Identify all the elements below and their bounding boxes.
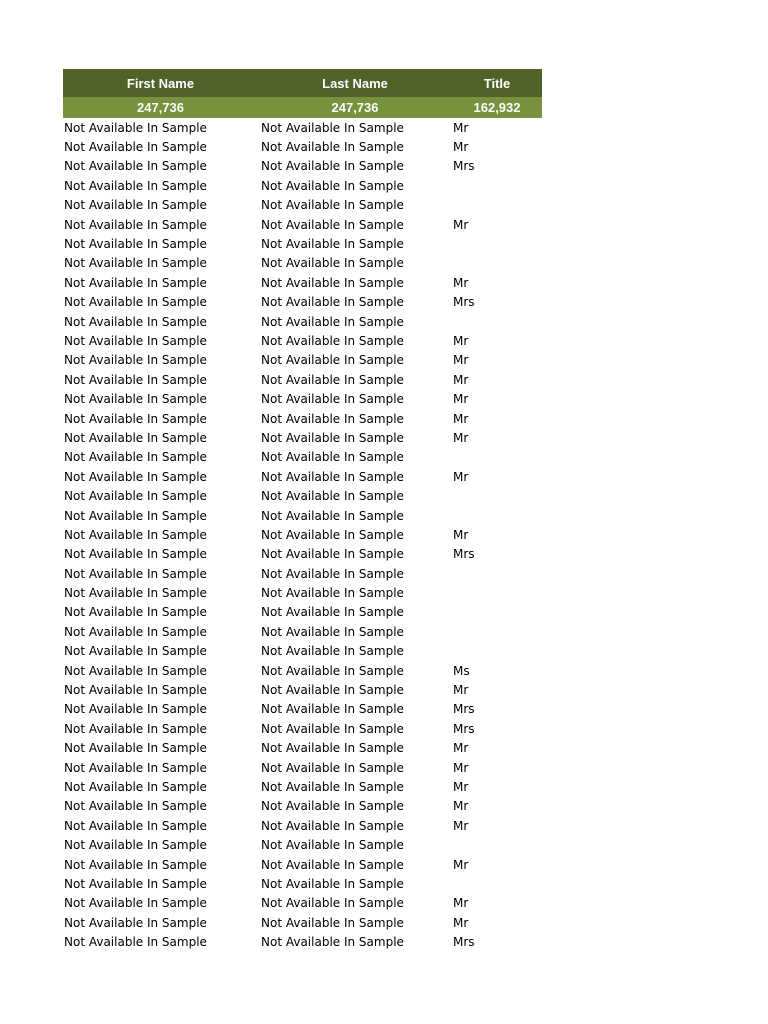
cell-first-name[interactable]: Not Available In Sample xyxy=(64,721,207,736)
cell-first-name[interactable]: Not Available In Sample xyxy=(64,314,207,329)
cell-last-name[interactable]: Not Available In Sample xyxy=(261,430,404,445)
cell-last-name[interactable]: Not Available In Sample xyxy=(261,178,404,193)
cell-first-name[interactable]: Not Available In Sample xyxy=(64,838,207,853)
cell-title[interactable]: Mr xyxy=(453,527,469,542)
cell-last-name[interactable]: Not Available In Sample xyxy=(261,198,404,213)
cell-first-name[interactable]: Not Available In Sample xyxy=(64,469,207,484)
table-row xyxy=(63,545,542,564)
table-row xyxy=(63,196,542,215)
table-row xyxy=(63,254,542,273)
count-last-name: 247,736 xyxy=(258,97,452,118)
cell-title[interactable]: Mr xyxy=(453,411,469,426)
cell-last-name[interactable]: Not Available In Sample xyxy=(261,353,404,368)
table-body xyxy=(63,118,542,952)
cell-title[interactable]: Mr xyxy=(453,140,469,155)
cell-title[interactable]: Mr xyxy=(453,760,469,775)
cell-last-name[interactable]: Not Available In Sample xyxy=(261,741,404,756)
cell-first-name[interactable]: Not Available In Sample xyxy=(64,741,207,756)
table-row xyxy=(63,719,542,738)
cell-last-name[interactable]: Not Available In Sample xyxy=(261,857,404,872)
cell-title[interactable] xyxy=(452,312,542,331)
cell-first-name[interactable]: Not Available In Sample xyxy=(64,120,207,135)
cell-last-name[interactable]: Not Available In Sample xyxy=(261,237,404,252)
data-sheet xyxy=(63,69,542,952)
table-row xyxy=(63,913,542,932)
cell-last-name[interactable]: Not Available In Sample xyxy=(261,605,404,620)
table-row xyxy=(63,680,542,699)
cell-title[interactable]: Mr xyxy=(453,372,469,387)
cell-first-name[interactable]: Not Available In Sample xyxy=(64,547,207,562)
cell-first-name[interactable]: Not Available In Sample xyxy=(64,372,207,387)
cell-last-name[interactable]: Not Available In Sample xyxy=(261,799,404,814)
table-row xyxy=(63,758,542,777)
cell-first-name[interactable]: Not Available In Sample xyxy=(64,333,207,348)
cell-title[interactable]: Mr xyxy=(453,741,469,756)
cell-last-name[interactable]: Not Available In Sample xyxy=(261,333,404,348)
cell-first-name[interactable]: Not Available In Sample xyxy=(64,857,207,872)
table-row xyxy=(63,157,542,176)
cell-first-name[interactable]: Not Available In Sample xyxy=(64,353,207,368)
cell-first-name[interactable]: Not Available In Sample xyxy=(64,586,207,601)
cell-first-name[interactable]: Not Available In Sample xyxy=(64,178,207,193)
cell-first-name[interactable]: Not Available In Sample xyxy=(64,624,207,639)
table-row xyxy=(63,506,542,525)
cell-first-name[interactable]: Not Available In Sample xyxy=(64,702,207,717)
cell-title[interactable]: Mr xyxy=(453,915,469,930)
cell-title[interactable] xyxy=(452,642,542,661)
cell-title[interactable] xyxy=(452,254,542,273)
cell-first-name[interactable]: Not Available In Sample xyxy=(64,760,207,775)
cell-last-name[interactable]: Not Available In Sample xyxy=(261,566,404,581)
cell-title[interactable]: Mr xyxy=(453,818,469,833)
cell-title[interactable]: Mr xyxy=(453,275,469,290)
cell-first-name[interactable]: Not Available In Sample xyxy=(64,140,207,155)
cell-title[interactable] xyxy=(452,583,542,602)
cell-title[interactable]: Mrs xyxy=(453,702,475,717)
table-row xyxy=(63,661,542,680)
table-row xyxy=(63,448,542,467)
cell-last-name[interactable]: Not Available In Sample xyxy=(261,779,404,794)
cell-title[interactable]: Ms xyxy=(453,663,470,678)
cell-last-name[interactable]: Not Available In Sample xyxy=(261,760,404,775)
cell-title[interactable]: Mr xyxy=(453,857,469,872)
cell-title[interactable] xyxy=(452,603,542,622)
cell-title[interactable]: Mr xyxy=(453,469,469,484)
cell-first-name[interactable]: Not Available In Sample xyxy=(64,295,207,310)
table-row xyxy=(63,234,542,253)
cell-last-name[interactable]: Not Available In Sample xyxy=(261,838,404,853)
cell-title[interactable]: Mr xyxy=(453,683,469,698)
cell-first-name[interactable]: Not Available In Sample xyxy=(64,935,207,950)
table-row xyxy=(63,855,542,874)
cell-first-name[interactable]: Not Available In Sample xyxy=(64,411,207,426)
cell-first-name[interactable]: Not Available In Sample xyxy=(64,683,207,698)
table-row xyxy=(63,874,542,893)
table-row xyxy=(63,525,542,544)
cell-title[interactable] xyxy=(452,448,542,467)
cell-first-name[interactable]: Not Available In Sample xyxy=(64,450,207,465)
cell-last-name[interactable]: Not Available In Sample xyxy=(261,547,404,562)
cell-last-name[interactable]: Not Available In Sample xyxy=(261,120,404,135)
table-row xyxy=(63,700,542,719)
cell-last-name[interactable]: Not Available In Sample xyxy=(261,372,404,387)
cell-last-name[interactable]: Not Available In Sample xyxy=(261,644,404,659)
cell-title[interactable]: Mr xyxy=(453,217,469,232)
cell-title[interactable]: Mrs xyxy=(453,721,475,736)
table-row xyxy=(63,389,542,408)
cell-title[interactable]: Mrs xyxy=(453,159,475,174)
cell-title[interactable] xyxy=(452,874,542,893)
cell-last-name[interactable]: Not Available In Sample xyxy=(261,489,404,504)
table-row xyxy=(63,894,542,913)
cell-last-name[interactable]: Not Available In Sample xyxy=(261,256,404,271)
cell-last-name[interactable]: Not Available In Sample xyxy=(261,876,404,891)
cell-title[interactable] xyxy=(452,506,542,525)
table-row xyxy=(63,428,542,447)
column-header-last-name[interactable]: Last Name xyxy=(258,69,452,97)
cell-last-name[interactable]: Not Available In Sample xyxy=(261,295,404,310)
table-row xyxy=(63,118,542,137)
cell-last-name[interactable]: Not Available In Sample xyxy=(261,508,404,523)
table-row xyxy=(63,603,542,622)
table-row xyxy=(63,797,542,816)
cell-first-name[interactable]: Not Available In Sample xyxy=(64,566,207,581)
cell-title[interactable]: Mr xyxy=(453,120,469,135)
cell-first-name[interactable]: Not Available In Sample xyxy=(64,198,207,213)
cell-first-name[interactable]: Not Available In Sample xyxy=(64,896,207,911)
table-row xyxy=(63,777,542,796)
cell-first-name[interactable]: Not Available In Sample xyxy=(64,644,207,659)
cell-first-name[interactable]: Not Available In Sample xyxy=(64,876,207,891)
cell-first-name[interactable]: Not Available In Sample xyxy=(64,779,207,794)
cell-first-name[interactable]: Not Available In Sample xyxy=(64,489,207,504)
cell-title[interactable]: Mr xyxy=(453,430,469,445)
cell-last-name[interactable]: Not Available In Sample xyxy=(261,818,404,833)
table-row xyxy=(63,215,542,234)
cell-title[interactable]: Mr xyxy=(453,353,469,368)
count-row xyxy=(63,97,542,118)
count-first-name: 247,736 xyxy=(63,97,258,118)
cell-first-name[interactable]: Not Available In Sample xyxy=(64,663,207,678)
table-row xyxy=(63,370,542,389)
cell-first-name[interactable]: Not Available In Sample xyxy=(64,159,207,174)
table-row xyxy=(63,273,542,292)
cell-last-name[interactable]: Not Available In Sample xyxy=(261,624,404,639)
cell-last-name[interactable]: Not Available In Sample xyxy=(261,469,404,484)
column-header-title[interactable]: Title xyxy=(452,69,542,97)
cell-last-name[interactable]: Not Available In Sample xyxy=(261,314,404,329)
cell-first-name[interactable]: Not Available In Sample xyxy=(64,915,207,930)
cell-last-name[interactable]: Not Available In Sample xyxy=(261,527,404,542)
cell-title[interactable] xyxy=(452,196,542,215)
cell-last-name[interactable]: Not Available In Sample xyxy=(261,896,404,911)
cell-title[interactable] xyxy=(452,176,542,195)
cell-title[interactable] xyxy=(452,622,542,641)
table-row xyxy=(63,467,542,486)
records-table xyxy=(63,69,542,952)
table-row xyxy=(63,293,542,312)
cell-last-name[interactable]: Not Available In Sample xyxy=(261,721,404,736)
cell-first-name[interactable]: Not Available In Sample xyxy=(64,818,207,833)
cell-first-name[interactable]: Not Available In Sample xyxy=(64,430,207,445)
cell-last-name[interactable]: Not Available In Sample xyxy=(261,915,404,930)
table-row xyxy=(63,816,542,835)
cell-title[interactable]: Mr xyxy=(453,799,469,814)
cell-title[interactable] xyxy=(452,486,542,505)
table-row xyxy=(63,137,542,156)
header-row xyxy=(63,69,542,97)
cell-title[interactable]: Mr xyxy=(453,392,469,407)
table-row xyxy=(63,835,542,854)
cell-last-name[interactable]: Not Available In Sample xyxy=(261,683,404,698)
column-header-first-name[interactable]: First Name xyxy=(63,69,258,97)
table-row xyxy=(63,312,542,331)
cell-last-name[interactable]: Not Available In Sample xyxy=(261,450,404,465)
cell-title[interactable] xyxy=(452,835,542,854)
cell-last-name[interactable]: Not Available In Sample xyxy=(261,411,404,426)
cell-first-name[interactable]: Not Available In Sample xyxy=(64,527,207,542)
table-row xyxy=(63,351,542,370)
cell-first-name[interactable]: Not Available In Sample xyxy=(64,392,207,407)
cell-last-name[interactable]: Not Available In Sample xyxy=(261,217,404,232)
table-row xyxy=(63,331,542,350)
cell-last-name[interactable]: Not Available In Sample xyxy=(261,140,404,155)
table-row xyxy=(63,642,542,661)
cell-title[interactable]: Mr xyxy=(453,896,469,911)
cell-title[interactable]: Mr xyxy=(453,779,469,794)
table-row xyxy=(63,176,542,195)
table-row xyxy=(63,739,542,758)
cell-first-name[interactable]: Not Available In Sample xyxy=(64,217,207,232)
cell-title[interactable] xyxy=(452,564,542,583)
table-row xyxy=(63,564,542,583)
table-row xyxy=(63,409,542,428)
table-row xyxy=(63,486,542,505)
cell-title[interactable]: Mrs xyxy=(453,547,475,562)
cell-last-name[interactable]: Not Available In Sample xyxy=(261,275,404,290)
cell-title[interactable]: Mr xyxy=(453,333,469,348)
table-row xyxy=(63,622,542,641)
cell-first-name[interactable]: Not Available In Sample xyxy=(64,256,207,271)
table-row xyxy=(63,932,542,951)
count-title: 162,932 xyxy=(452,97,542,118)
cell-title[interactable]: Mrs xyxy=(453,295,475,310)
cell-last-name[interactable]: Not Available In Sample xyxy=(261,935,404,950)
cell-last-name[interactable]: Not Available In Sample xyxy=(261,702,404,717)
cell-first-name[interactable]: Not Available In Sample xyxy=(64,237,207,252)
cell-last-name[interactable]: Not Available In Sample xyxy=(261,586,404,601)
cell-first-name[interactable]: Not Available In Sample xyxy=(64,508,207,523)
cell-title[interactable] xyxy=(452,234,542,253)
table-row xyxy=(63,583,542,602)
cell-last-name[interactable]: Not Available In Sample xyxy=(261,159,404,174)
cell-title[interactable]: Mrs xyxy=(453,935,475,950)
cell-first-name[interactable]: Not Available In Sample xyxy=(64,275,207,290)
cell-last-name[interactable]: Not Available In Sample xyxy=(261,392,404,407)
cell-last-name[interactable]: Not Available In Sample xyxy=(261,663,404,678)
cell-first-name[interactable]: Not Available In Sample xyxy=(64,799,207,814)
cell-first-name[interactable]: Not Available In Sample xyxy=(64,605,207,620)
